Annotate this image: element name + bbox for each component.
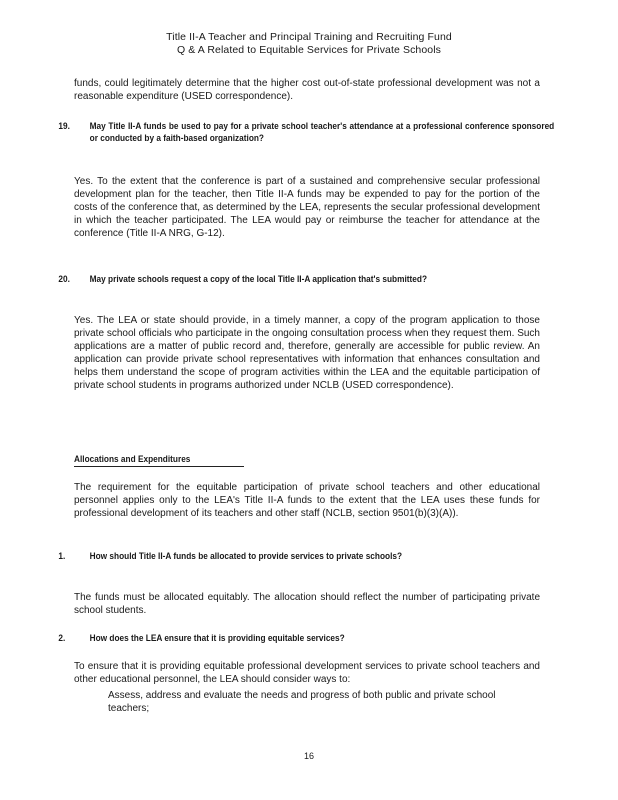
question-2-number: 2.	[58, 633, 66, 643]
question-1	[58, 550, 554, 562]
question-20	[58, 273, 554, 285]
question-1-text: How should Title II-A funds be allocated to provide services to private schools?	[89, 551, 403, 561]
bullet-text: Assess, address and evaluate the needs and progress of both public and private school teachers;	[108, 690, 496, 714]
answer-19: Yes. To the extent that the conference is part of a sustained and comprehensive secular professional development plan for the teacher, then Title II-A funds may be expended to pay for the portion of the costs of the conference that, as determined by the LEA, represents the secular professional development in which the teacher participated. The LEA would pay or reimburse the teacher for attendance at the conference (Title II-A NRG, G-12).	[74, 176, 540, 239]
section-heading-underline	[74, 466, 244, 467]
answer-2: To ensure that it is providing equitable professional development services to private school teachers and other educational personnel, the LEA should consider ways to:	[74, 661, 540, 685]
question-20-number: 20.	[58, 274, 70, 284]
running-header-line-2: Q & A Related to Equitable Services for Private Schools	[176, 44, 442, 56]
allocations-paragraph: The requirement for the equitable participation of private school teachers and other educational personnel applies only to the LEA's Title II-A funds to the extent that the LEA uses these funds for professional development of its teachers and other staff (NCLB, section 9501(b)(3)(A)).	[74, 482, 540, 519]
running-header-line-1: Title II-A Teacher and Principal Training and Recruiting Fund	[166, 31, 452, 43]
answer-1: The funds must be allocated equitably. The allocation should reflect the number of participating private school students.	[74, 592, 540, 616]
question-2	[58, 632, 554, 644]
question-19	[58, 120, 555, 144]
question-1-number: 1.	[58, 551, 66, 561]
bullet-item-1	[92, 689, 532, 715]
question-19-number: 19.	[58, 121, 70, 131]
question-19-text: May Title II-A funds be used to pay for a private school teacher's attendance at a professional conference sponsored or conducted by a faith-based organization?	[89, 121, 555, 143]
question-20-text: May private schools request a copy of the local Title II-A application that's submitted?	[89, 274, 428, 284]
question-2-text: How does the LEA ensure that it is providing equitable services?	[89, 633, 345, 643]
answer-20: Yes. The LEA or state should provide, in a timely manner, a copy of the program application to those private school officials who participate in the ongoing consultation process when they request them. Such applications are a matter of public record and, therefore, generally are accessible for public review. An application can provide private school representatives with information that enhances consultation and helps them understand the scope of program activities within the LEA and the equitable participation of private school students in programs authorized under NCLB (USED correspondence).	[74, 315, 540, 391]
page-number: 16	[303, 751, 314, 761]
section-heading-allocations: Allocations and Expenditures	[74, 454, 191, 464]
continued-paragraph: funds, could legitimately determine that the higher cost out-of-state professional development was not a reasonable expenditure (USED correspondence).	[74, 78, 540, 102]
